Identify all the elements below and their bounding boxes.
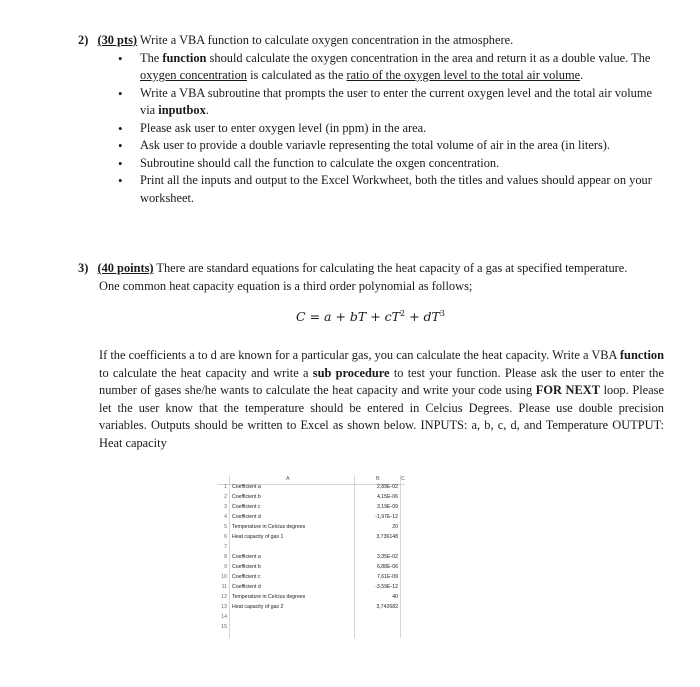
cell-label: Coefficient b <box>232 494 261 500</box>
cell-value: 40 <box>392 594 398 600</box>
cell-value: 3,742682 <box>376 604 398 610</box>
cell-label: Heat capacity of gas 2 <box>232 604 284 610</box>
question-2 <box>78 32 658 207</box>
cell-value: 3,19E-09 <box>376 504 398 510</box>
cell-value: 6,88E-06 <box>376 564 398 570</box>
question-2-number: 2) <box>78 33 89 47</box>
column-header-b: B <box>376 476 380 482</box>
row-number: 1 <box>224 484 227 490</box>
question-3-intro: There are standard equations for calculating the heat capacity of a gas at specified temperature. <box>153 261 628 275</box>
sheet-row <box>218 584 405 592</box>
question-3-heading <box>78 260 663 278</box>
cell-value: -1,97E-12 <box>375 514 398 520</box>
sheet-row <box>218 604 405 612</box>
row-number: 5 <box>224 524 227 530</box>
row-number: 6 <box>224 534 227 540</box>
cell-value: 20 <box>392 524 398 530</box>
sheet-row <box>218 544 405 552</box>
bullet-print-output: • Print all the inputs and output to the Excel Workwheet, both the titles and values should appear on your worksheet. <box>78 172 658 207</box>
sheet-row <box>218 574 405 582</box>
cell-label: Coefficient c <box>232 504 261 510</box>
row-number: 11 <box>221 584 227 590</box>
row-number: 14 <box>221 614 227 620</box>
sheet-row <box>218 534 405 542</box>
bullet-air-volume: • Ask user to provide a double variavle representing the total volume of air in the area (in liters). <box>78 137 658 155</box>
row-number: 3 <box>224 504 227 510</box>
row-number: 15 <box>221 624 227 630</box>
row-number: 10 <box>221 574 227 580</box>
sheet-row <box>218 564 405 572</box>
sheet-row <box>218 624 405 632</box>
column-header-a: A <box>286 476 290 482</box>
sheet-row <box>218 614 405 622</box>
cell-label: Coefficient a <box>232 484 261 490</box>
bullet-function: • The function should calculate the oxygen concentration in the area and return it as a double value. The oxygen concentration is calculated as the ratio of the oxygen level to the total air volume. <box>78 50 658 85</box>
row-number: 13 <box>221 604 227 610</box>
heat-capacity-equation: C = a + bT + $cT^2 + dT^3$ <box>296 309 445 325</box>
cell-value: 7,61E-09 <box>376 574 398 580</box>
row-number: 12 <box>221 594 227 600</box>
sheet-row <box>218 494 405 502</box>
sheet-row <box>218 484 405 492</box>
cell-label: Heat capacity of gas 1 <box>232 534 284 540</box>
row-number: 4 <box>224 514 227 520</box>
row-number: 8 <box>224 554 227 560</box>
cell-label: Coefficient b <box>232 564 261 570</box>
cell-value: 4,15E-06 <box>376 494 398 500</box>
question-3-number: 3) <box>78 261 89 275</box>
row-number: 2 <box>224 494 227 500</box>
question-2-points: (30 pts) <box>97 33 138 47</box>
cell-label: Coefficient c <box>232 574 261 580</box>
cell-value: 3,35E-02 <box>376 554 398 560</box>
question-2-bullets <box>78 50 658 208</box>
question-3-intro-2: One common heat capacity equation is a third order polynomial as follows; <box>99 278 473 293</box>
cell-value: 3,736148 <box>376 534 398 540</box>
cell-value: 2,89E-02 <box>376 484 398 490</box>
bullet-oxygen-level: • Please ask user to enter oxygen level (in ppm) in the area. <box>78 120 658 138</box>
cell-label: Coefficient d <box>232 584 261 590</box>
question-3 <box>78 260 664 450</box>
cell-label: Coefficient a <box>232 554 261 560</box>
question-2-heading <box>78 32 658 50</box>
question-2-title: Write a VBA function to calculate oxygen concentration in the atmosphere. <box>137 33 514 47</box>
sheet-row <box>218 594 405 602</box>
row-number: 7 <box>224 544 227 550</box>
cell-label: Temperature in Celcius degrees <box>232 594 306 600</box>
sheet-row <box>218 554 405 562</box>
sheet-row <box>218 514 405 522</box>
cell-label: Coefficient d <box>232 514 261 520</box>
cell-label: Temperature in Celcius degrees <box>232 524 306 530</box>
row-number: 9 <box>224 564 227 570</box>
question-3-points: (40 points) <box>97 261 154 275</box>
column-header-c: C <box>401 476 405 482</box>
sheet-row <box>218 504 405 512</box>
sheet-row <box>218 524 405 532</box>
question-3-instructions: If the coefficients a to d are known for a particular gas, you can calculate the heat capacity. Write a VBA function to calculate the heat capacity and write a sub procedure to test your function. Please ask the user to enter the number of gases she/he wants to calculate the heat capacity and write your code using FOR NEXT loop. Please let the user know that the temperature should be entered in Celcius Degrees. Please use double precision variables. Outputs should be written to Excel as shown below. INPUTS: a, b, c, d, and Temperature OUTPUT: Heat capacity <box>99 348 664 450</box>
cell-value: -3,59E-12 <box>375 584 398 590</box>
bullet-call-function: • Subroutine should call the function to calculate the oxgen concentration. <box>78 155 658 173</box>
bullet-subroutine: • Write a VBA subroutine that prompts the user to enter the current oxygen level and the total air volume via inputbox. <box>78 85 658 120</box>
excel-output-example <box>218 475 405 638</box>
